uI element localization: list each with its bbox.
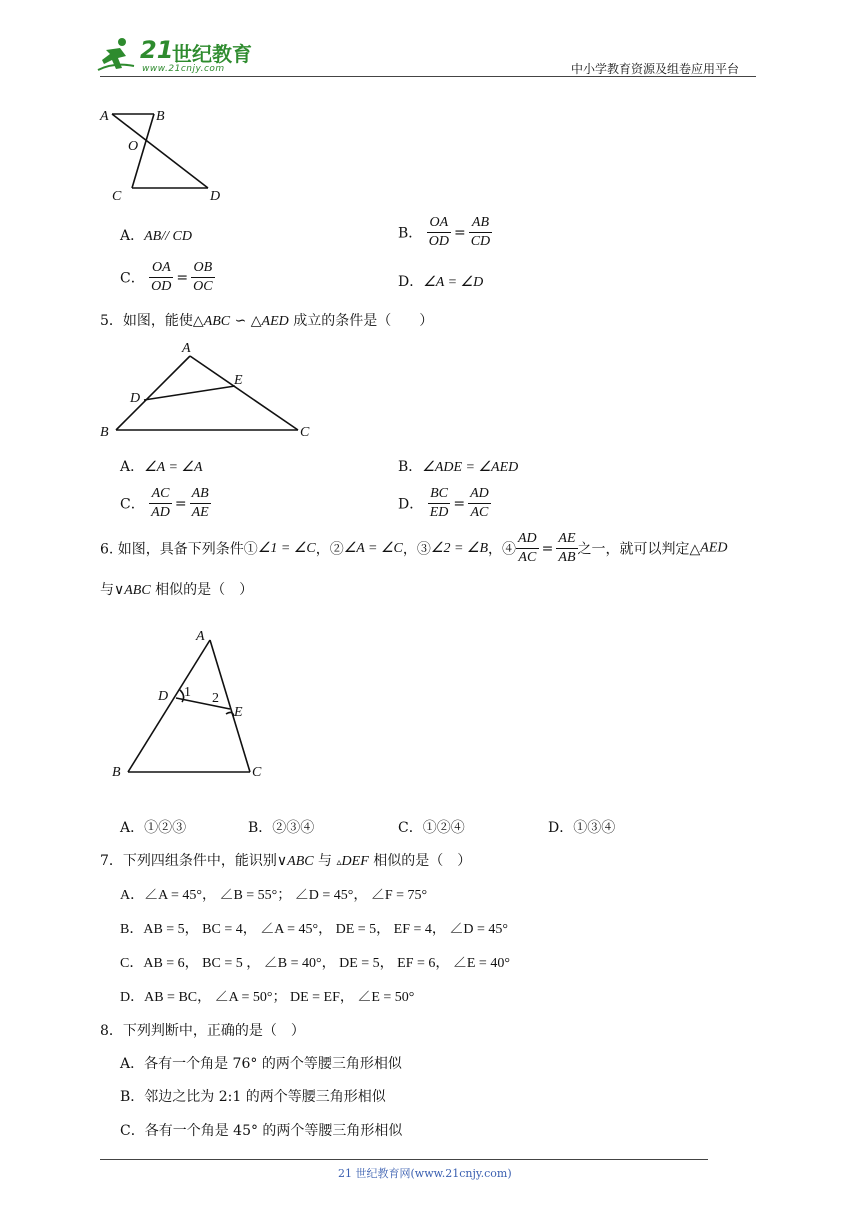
fig4-label-o: O [128,139,139,154]
fig4-label-a: A [100,109,109,124]
fig5-label-e: E [234,373,243,388]
logo-url: www.21cnjy.com [142,64,225,74]
fig5-label-c: C [300,425,310,438]
logo-runner-icon [96,36,136,74]
q4-option-a[interactable] [120,225,192,245]
fraction: $\frac{AD}{AC}$ [518,531,537,565]
fig5-label-a: A [182,341,191,356]
q7-option-a[interactable]: A．∠A = 45°， ∠B = 55°； ∠D = 45°， ∠F = 75° [120,888,428,903]
fraction: $\frac{OB}{OC}$ [193,260,213,294]
q4-option-b[interactable]: B． $\frac{OA}{OD}$ = $\frac{AB}{CD}$ [398,215,491,249]
fig6-label-1: 1 [184,685,191,700]
q5-option-c[interactable]: C． $\frac{AC}{AD}$ = $\frac{AB}{AE}$ [120,486,209,520]
q6-option-d[interactable]: D．①③④ [548,820,616,836]
q5-option-d[interactable]: D． $\frac{BC}{ED}$ = $\frac{AD}{AC}$ [398,486,489,520]
q6-option-c[interactable]: C．①②④ [398,820,465,836]
figure-q4 [96,104,236,204]
option-text: ∠A = ∠D [423,275,484,290]
option-label: A． [120,228,145,244]
site-title: 中小学教育资源及组卷应用平台 [571,62,740,76]
fraction: $\frac{OA}{OD}$ [151,260,172,294]
fig6-label-a: A [196,629,205,644]
option-label: C． [120,270,145,287]
q4-option-d[interactable] [398,271,483,291]
q8-option-a[interactable]: A．各有一个角是 76° 的两个等腰三角形相似 [120,1056,402,1072]
fraction: $\frac{AC}{AD}$ [151,486,170,520]
fraction: $\frac{OA}{OD}$ [428,215,449,249]
q5-option-a[interactable]: A．∠A = ∠A [120,459,203,475]
q5-stem: 5．如图，能使△ABC ∽ △AED 成立的条件是（ ） [100,313,434,329]
q6-option-b[interactable]: B．②③④ [248,820,315,836]
q6-stem-line2: 与∨ABC 相似的是（ ） [100,582,254,598]
fraction: $\frac{AE}{AB}$ [558,531,576,565]
q7-option-c[interactable]: C．AB = 6， BC = 5 ， ∠B = 40°， DE = 5， EF = 6， ∠E = 40° [120,956,510,971]
fig6-label-b: B [112,765,121,780]
fig6-label-e: E [234,705,243,720]
logo-number: 21 [140,36,174,64]
header-divider [100,76,756,77]
q8-stem: 8．下列判断中，正确的是（ ） [100,1023,305,1039]
fig4-label-b: B [156,109,165,124]
fig4-label-d: D [210,189,221,204]
fig5-label-b: B [100,425,109,438]
fig6-label-c: C [252,765,262,780]
option-text: AB// CD [144,229,192,244]
fig5-label-d: D [130,391,141,406]
figure-q6 [108,626,278,786]
q6-option-a[interactable]: A．①②③ [120,820,187,836]
q4-option-c[interactable]: C． $\frac{OA}{OD}$ = $\frac{OB}{OC}$ [120,260,213,294]
q7-option-d[interactable]: D．AB = BC， ∠A = 50°； DE = EF， ∠E = 50° [120,990,415,1005]
option-label: B． [398,225,423,242]
fraction: $\frac{BC}{ED}$ [429,486,449,520]
logo-text: 世纪教育 [172,42,252,66]
q7-stem: 7．下列四组条件中，能识别∨ABC 与 ▵DEF 相似的是（ ） [100,853,472,869]
figure-q6-lines [128,640,250,772]
q8-option-c[interactable]: C．各有一个角是 45° 的两个等腰三角形相似 [120,1123,403,1139]
fraction: $\frac{AD}{AC}$ [470,486,489,520]
figure-q5-lines [116,356,298,430]
q7-option-b[interactable]: B．AB = 5， BC = 4， ∠A = 45°， DE = 5， EF = 4， ∠D = 45° [120,922,508,937]
logo[interactable] [96,36,256,76]
q5-option-b[interactable]: B．∠ADE = ∠AED [398,459,519,475]
q8-option-b[interactable]: B．邻边之比为 2:1 的两个等腰三角形相似 [120,1089,386,1105]
figure-q5 [96,338,326,438]
footer-divider [100,1159,708,1160]
fig6-label-d: D [158,689,169,704]
figure-q4-lines [112,114,208,188]
fraction: $\frac{AB}{CD}$ [470,215,491,249]
q6-stem-line1: 6. 如图，具备下列条件①∠1 = ∠C，②∠A = ∠C，③∠2 = ∠B，④ $\frac{AD}{AC}$ = $\frac{AE}{AB}$ 之一，就可以判定△AED [100,531,728,565]
fraction: $\frac{AB}{AE}$ [191,486,209,520]
footer-text[interactable]: 21 世纪教育网(www.21cnjy.com) [338,1167,512,1180]
fig4-label-c: C [112,189,122,204]
option-label: D． [398,274,424,290]
fig6-label-2: 2 [212,691,219,706]
